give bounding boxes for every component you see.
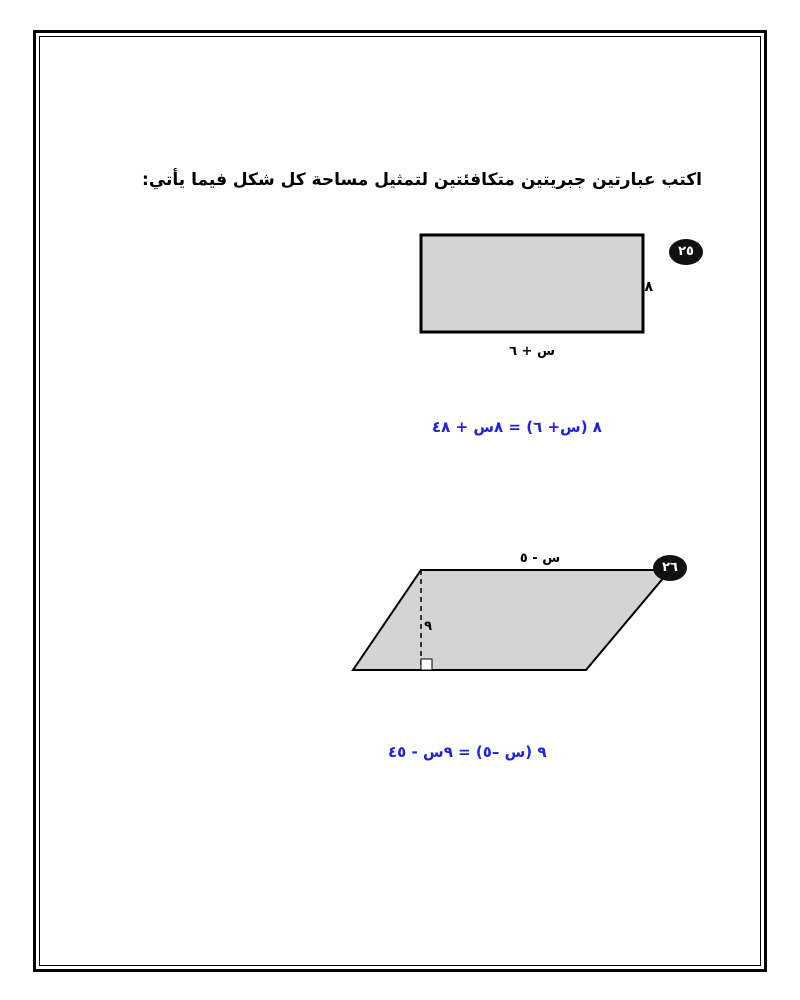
parallelogram-figure: [340, 545, 680, 685]
parallelogram-height-label: ٩: [424, 619, 432, 634]
problem-25-number: ٢٥: [678, 244, 694, 259]
problem-25-badge: [669, 239, 703, 265]
problem-26-badge: [653, 555, 687, 581]
rectangle-height-label: ٨: [644, 279, 653, 295]
parallelogram-base-label: س - ٥: [519, 551, 561, 566]
rectangle-shape: [421, 235, 643, 332]
right-angle-marker: [421, 659, 432, 670]
rectangle-width-label: س + ٦: [509, 344, 555, 359]
answer-26: ٩ (س –٥) = ٩س - ٤٥: [388, 743, 547, 761]
answer-25: ٨ (س+ ٦) = ٨س + ٤٨: [432, 418, 602, 436]
instruction-text: اكتب عبارتين جبريتين متكافئتين لتمثيل مساحة كل شكل فيما يأتي:: [142, 170, 702, 190]
parallelogram-shape: [353, 570, 670, 670]
problem-26-number: ٢٦: [662, 560, 678, 575]
